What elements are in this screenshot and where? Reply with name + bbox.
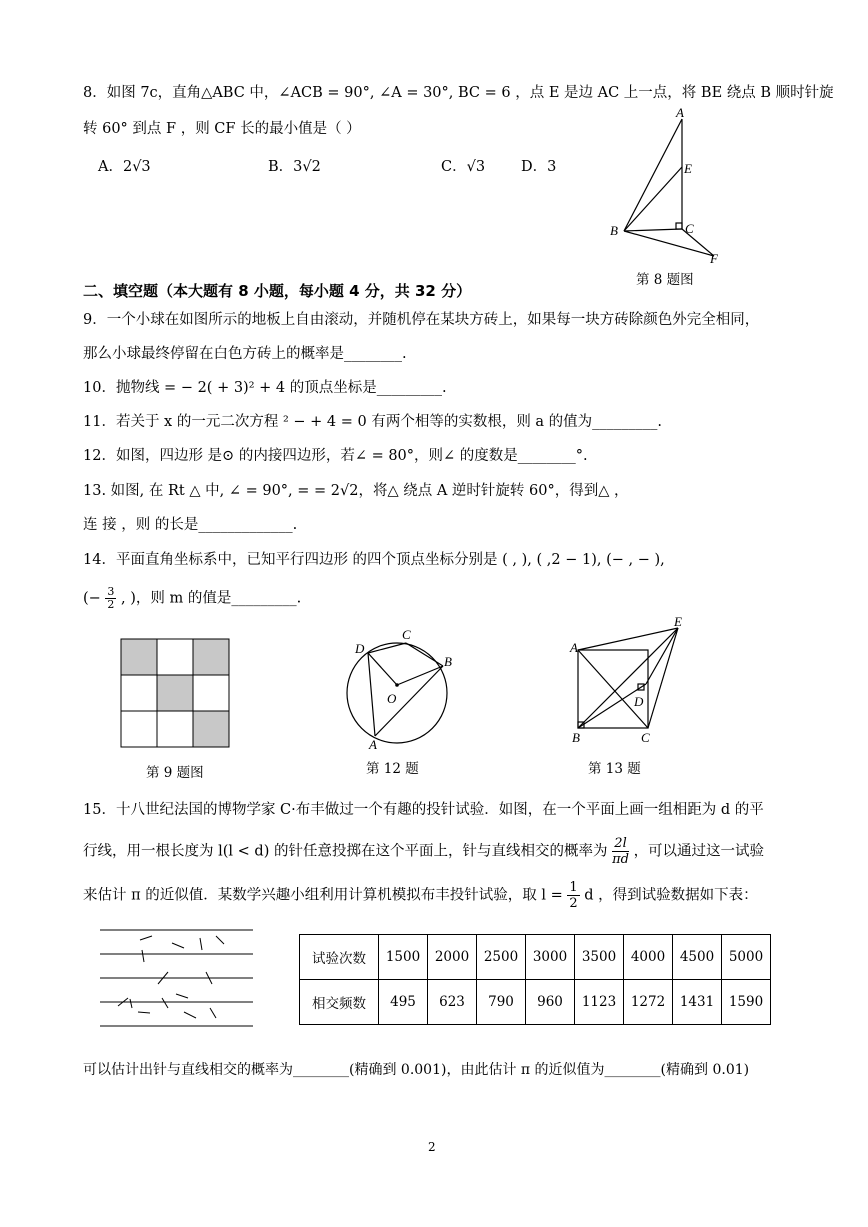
q15-line3-end: d ，得到试验数据如下表：: [584, 887, 758, 904]
row-header-trials: 试验次数: [300, 935, 379, 980]
fig8-label-e: E: [684, 161, 692, 176]
q15-line1: 15．十八世纪法国的博物学家 C·布丰做过一个有趣的投针试验．如图，在一个平面上画一组相距为 d 的平: [83, 802, 764, 818]
q15-line3-start: 来估计 π 的近似值．某数学兴趣小组利用计算机模拟布丰投针试验，取 l =: [83, 887, 563, 904]
figure-13: [568, 614, 698, 744]
q15-prob-num: 2l: [612, 836, 629, 852]
q15-half-den: 2: [569, 896, 578, 911]
q14-line2: [83, 586, 301, 611]
fig8-label-a: A: [676, 105, 684, 120]
table-cell: 3500: [575, 935, 624, 980]
q14-frac-num: 3: [107, 585, 115, 598]
fig8-label-f: F: [710, 251, 718, 266]
fig13-label-c: C: [641, 730, 650, 745]
table-cell: 2000: [428, 935, 477, 980]
fig13-label-e: E: [674, 614, 682, 629]
table-cell: 2500: [477, 935, 526, 980]
section-2-heading: 二、填空题（本大题有 8 小题，每小题 4 分，共 32 分）: [83, 282, 472, 300]
table-cell: 1431: [673, 980, 722, 1025]
q9-line2: 那么小球最终停留在白色方砖上的概率是________.: [83, 346, 407, 362]
fig12-label-o: O: [387, 691, 397, 706]
q15-line4: 可以估计出针与直线相交的概率为________(精确到 0.001)，由此估计 π 的近似值为________(精确到 0.01): [83, 1062, 750, 1078]
table-cell: 960: [526, 980, 575, 1025]
q8-line1: 8．如图 7c，直角△ABC 中，∠ACB = 90°, ∠A = 30°, BC = 6 ，点 E 是边 AC 上一点，将 BE 绕点 B 顺时针旋: [83, 85, 834, 101]
fig8-label-c: C: [685, 221, 694, 236]
table-cell: 1590: [722, 980, 771, 1025]
table-cell: 623: [428, 980, 477, 1025]
q13-line1: 13. 如图, 在 Rt △ 中, ∠ = 90°, = = 2√2，将△ 绕点 A 逆时针旋转 60°，得到△ ，: [83, 483, 629, 499]
table-row: [300, 935, 771, 980]
table-cell: 1123: [575, 980, 624, 1025]
q12: 12．如图，四边形 是⊙ 的内接四边形，若∠ = 80°，则∠ 的度数是________°.: [83, 448, 588, 464]
fig13-label-d: D: [634, 694, 644, 709]
q11: 11．若关于 x 的一元二次方程 ² − + 4 = 0 有两个相等的实数根，则 a 的值为_________.: [83, 414, 663, 430]
q15-line3: [83, 880, 758, 911]
fig13-label-a: A: [570, 640, 578, 655]
trial-data-table: [299, 934, 771, 1025]
q8-option-b: B．3√2: [268, 159, 321, 175]
fig12-label-d: D: [355, 641, 365, 656]
q8-option-d: D．3: [521, 159, 557, 175]
q15-line2-start: 行线，用一根长度为 l(l < d) 的针任意投掷在这个平面上，针与直线相交的概率为: [83, 843, 608, 860]
figure-12: [340, 623, 470, 753]
q13-line2: 连 接 ，则 的长是_____________.: [83, 517, 298, 533]
q15-line2-end: ，可以通过这一试验: [633, 843, 765, 860]
q14-rest: , )，则 m 的值是_________.: [121, 590, 302, 607]
q15-prob-den: πd: [612, 852, 629, 867]
table-row: [300, 980, 771, 1025]
q8-option-c: C．√3: [441, 159, 486, 175]
fig12-label-a: A: [369, 737, 377, 752]
fig13-label-b: B: [572, 730, 580, 745]
q10: 10．抛物线 = − 2( + 3)² + 4 的顶点坐标是_________.: [83, 380, 447, 396]
row-header-hits: 相交频数: [300, 980, 379, 1025]
q14-frac-den: 2: [107, 598, 115, 611]
table-cell: 1500: [379, 935, 428, 980]
q15-half-num: 1: [569, 880, 578, 895]
q8-option-a: A．2√3: [98, 159, 151, 175]
fig13-caption: 第 13 题: [588, 761, 641, 777]
fig9-caption: 第 9 题图: [146, 765, 204, 781]
fig12-caption: 第 12 题: [366, 761, 419, 777]
fig8-caption: 第 8 题图: [636, 272, 694, 288]
table-cell: 1272: [624, 980, 673, 1025]
q14-paren-open: (−: [83, 590, 101, 607]
q15-line2: [83, 836, 764, 867]
buffon-needle-figure: [100, 926, 260, 1031]
fig12-label-b: B: [444, 654, 452, 669]
figure-9-grid: [121, 639, 231, 749]
page-number: 2: [428, 1140, 436, 1154]
fig12-label-c: C: [402, 627, 411, 642]
fig8-label-b: B: [610, 223, 618, 238]
q15-prob-fraction: [612, 836, 629, 867]
q8-line2: 转 60° 到点 F ，则 CF 长的最小值是（ ）: [83, 121, 361, 137]
table-cell: 495: [379, 980, 428, 1025]
table-cell: 4500: [673, 935, 722, 980]
table-cell: 5000: [722, 935, 771, 980]
q9-line1: 9．一个小球在如图所示的地板上自由滚动，并随机停在某块方砖上，如果每一块方砖除颜色外完全相同，: [83, 312, 760, 328]
table-cell: 4000: [624, 935, 673, 980]
table-cell: 3000: [526, 935, 575, 980]
q14-line1: 14．平面直角坐标系中，已知平行四边形 的四个顶点坐标分别是 ( , ), ( ,2 − 1), (− , − ),: [83, 552, 665, 568]
q14-fraction: [105, 586, 116, 611]
table-cell: 790: [477, 980, 526, 1025]
figure-8: [610, 105, 730, 265]
q15-half-fraction: [567, 880, 579, 911]
